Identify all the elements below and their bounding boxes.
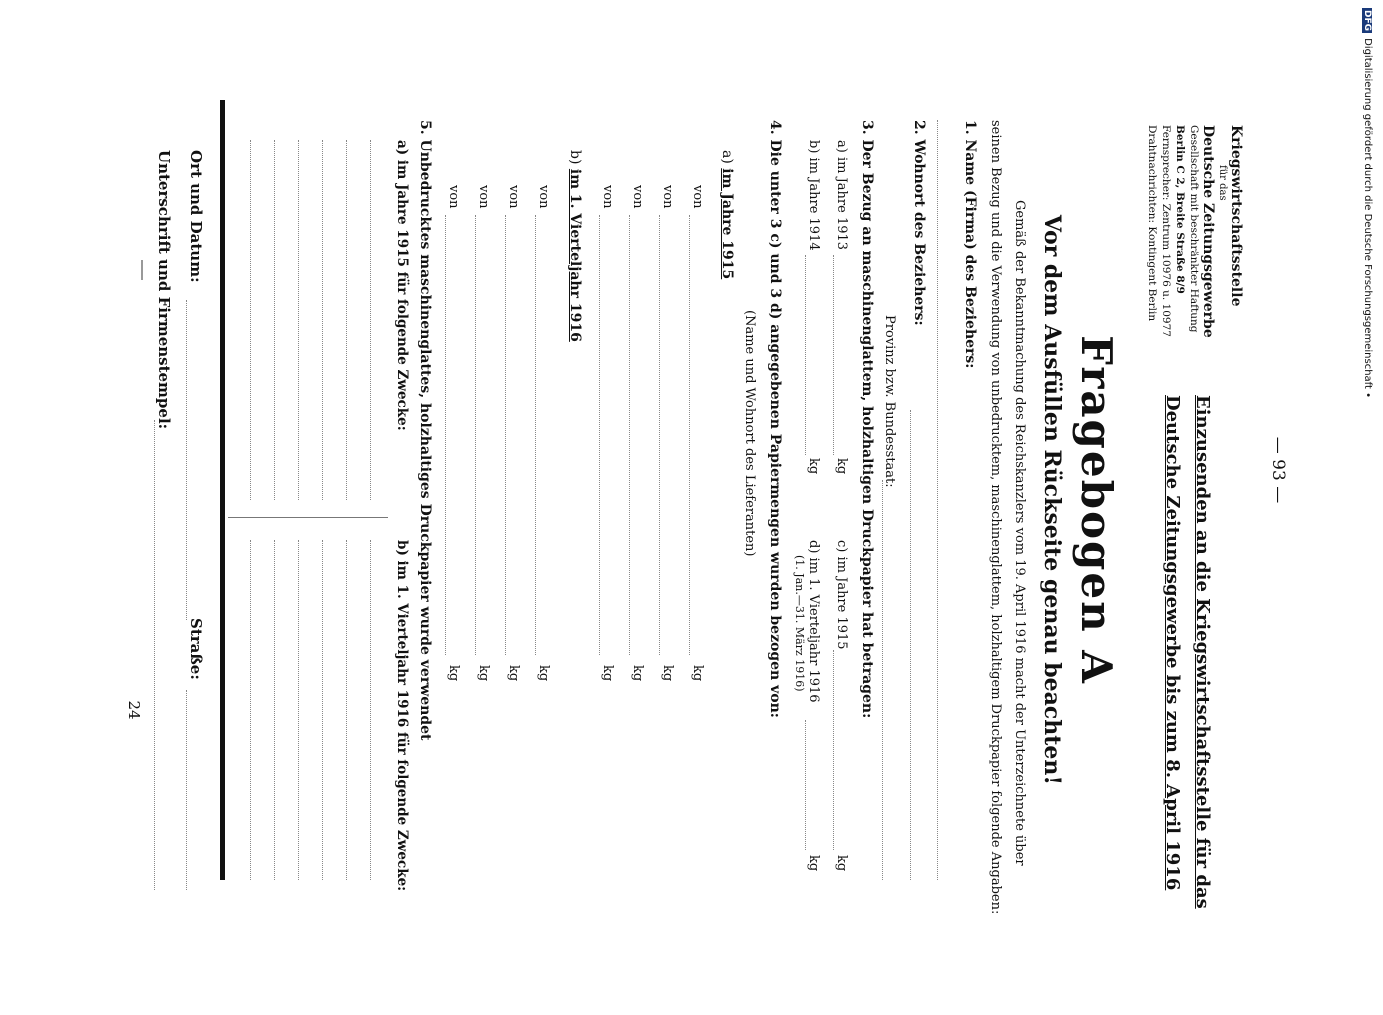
sender-line: Berlin C 2, Breite Straße 8/9: [1174, 125, 1186, 294]
von-label: von: [536, 185, 551, 209]
answer-line: [154, 420, 155, 890]
von-label: von: [506, 185, 521, 209]
answer-line: [689, 215, 690, 655]
unit-kg: kg: [806, 855, 821, 872]
answer-line: [629, 215, 630, 655]
answer-line: [535, 215, 536, 655]
question-3-label: 3. Der Bezug an maschinenglattem, holzhaltigen Druckpapier hat betragen:: [859, 120, 875, 719]
street-label: Straße:: [187, 618, 205, 680]
place-date-label: Ort und Datum:: [187, 150, 205, 283]
footer-page-number: 24: [125, 700, 143, 720]
sender-line: Gesellschaft mit beschränkter Haftung: [1188, 125, 1200, 333]
sender-line: Fernsprecher: Zentrum 10976 u. 10977: [1160, 125, 1172, 337]
q4-a-heading: [719, 150, 735, 350]
answer-line: [346, 540, 347, 880]
answer-line: [475, 215, 476, 655]
answer-line: [805, 255, 806, 455]
answer-line: [298, 540, 299, 880]
sender-line: für das: [1217, 165, 1228, 201]
unit-kg: kg: [536, 665, 551, 682]
q4-b-prefix: b): [567, 150, 583, 165]
answer-line: [833, 255, 834, 455]
answer-line: [370, 540, 371, 880]
sender-line: Kriegswirtschaftsstelle: [1228, 125, 1244, 307]
question-5b-label: b) im 1. Vierteljahr 1916 für folgende Zwecke:: [394, 540, 410, 892]
unit-kg: kg: [446, 665, 461, 682]
section-rule: [220, 100, 225, 880]
answer-line: [882, 480, 883, 880]
question-2-sub: Provinz bzw. Bundesstaat:: [882, 315, 897, 488]
question-1-label: 1. Name (Firma) des Beziehers:: [962, 120, 978, 369]
question-5a-label: a) im Jahre 1915 für folgende Zwecke:: [394, 140, 410, 431]
intro-text: seinen Bezug und die Verwendung von unbedrucktem, maschinenglattem, holzhaltigem Druckpapier folgende Angaben:: [988, 120, 1003, 915]
q3-row-label: a) im Jahre 1913: [834, 140, 849, 251]
answer-line: [599, 215, 600, 655]
sender-line: Drahtnachrichten: Kontingent Berlin: [1146, 125, 1158, 322]
answer-line: [370, 140, 371, 500]
q3-row-label: c) im Jahre 1915: [834, 540, 849, 650]
q3-row-note: (1. Jan.—31. März 1916): [793, 555, 806, 692]
answer-line: [274, 140, 275, 500]
answer-line: [445, 215, 446, 655]
unit-kg: kg: [630, 665, 645, 682]
column-divider: [228, 517, 388, 518]
intro-text: Gemäß der Bekanntmachung des Reichskanzlers vom 19. April 1916 macht der Unterzeichnete über: [1012, 200, 1027, 866]
answer-line: [322, 140, 323, 500]
answer-line: [833, 650, 834, 850]
mark: [141, 260, 143, 280]
answer-line: [250, 540, 251, 880]
answer-line: [298, 140, 299, 500]
dfg-logo: DFG: [1362, 10, 1372, 32]
question-2-label: 2. Wohnort des Beziehers:: [911, 120, 927, 326]
question-4-label: 4. Die unter 3 c) und 3 d) angegebenen Papiermengen wurden bezogen von:: [767, 120, 783, 718]
form-title: Fragebogen A: [1072, 335, 1121, 685]
q4-a-prefix: a): [719, 150, 735, 164]
credit-text: Digitalisierung gefördert durch die Deutsche Forschungsgemeinschaft •: [1362, 38, 1373, 399]
answer-line: [186, 300, 187, 620]
unit-kg: kg: [476, 665, 491, 682]
unit-kg: kg: [834, 458, 849, 475]
question-5-label: 5. Unbedrucktes maschinenglattes, holzhaltiges Druckpapier wurde verwendet: [417, 120, 433, 741]
q3-row-label: b) im Jahre 1914: [806, 140, 821, 251]
answer-line: [910, 410, 911, 880]
digitization-credit: [1362, 8, 1380, 1008]
unit-kg: kg: [690, 665, 705, 682]
answer-line: [805, 720, 806, 850]
addressee-line: Einzusenden an die Kriegswirtschaftsstelle für das: [1192, 395, 1213, 909]
form-warning: Vor dem Ausfüllen Rückseite genau beachten!: [1039, 214, 1065, 786]
question-4-note: (Name und Wohnort des Lieferanten): [742, 310, 757, 557]
q4-b-title: im 1. Vierteljahr 1916: [567, 168, 583, 342]
unit-kg: kg: [506, 665, 521, 682]
von-label: von: [690, 185, 705, 209]
unit-kg: kg: [806, 458, 821, 475]
signature-label: Unterschrift und Firmenstempel:: [155, 150, 173, 430]
q3-row-label: d) im 1. Vierteljahr 1916: [806, 540, 821, 703]
von-label: von: [660, 185, 675, 209]
von-label: von: [476, 185, 491, 209]
answer-line: [346, 140, 347, 500]
page-number: — 93 —: [1268, 436, 1288, 504]
answer-line: [250, 140, 251, 500]
sender-line: Deutsche Zeitungsgewerbe: [1200, 125, 1216, 338]
answer-line: [186, 690, 187, 890]
von-label: von: [600, 185, 615, 209]
von-label: von: [630, 185, 645, 209]
answer-line: [322, 540, 323, 880]
q4-b-heading: [567, 150, 583, 390]
answer-line: [937, 120, 938, 880]
answer-line: [505, 215, 506, 655]
addressee-line: Deutsche Zeitungsgewerbe bis zum 8. April 1916: [1162, 395, 1183, 891]
unit-kg: kg: [834, 855, 849, 872]
unit-kg: kg: [660, 665, 675, 682]
answer-line: [274, 540, 275, 880]
unit-kg: kg: [600, 665, 615, 682]
sender-block: [1145, 125, 1243, 365]
answer-line: [659, 215, 660, 655]
q4-a-title: im Jahre 1915: [719, 168, 735, 280]
von-label: von: [446, 185, 461, 209]
